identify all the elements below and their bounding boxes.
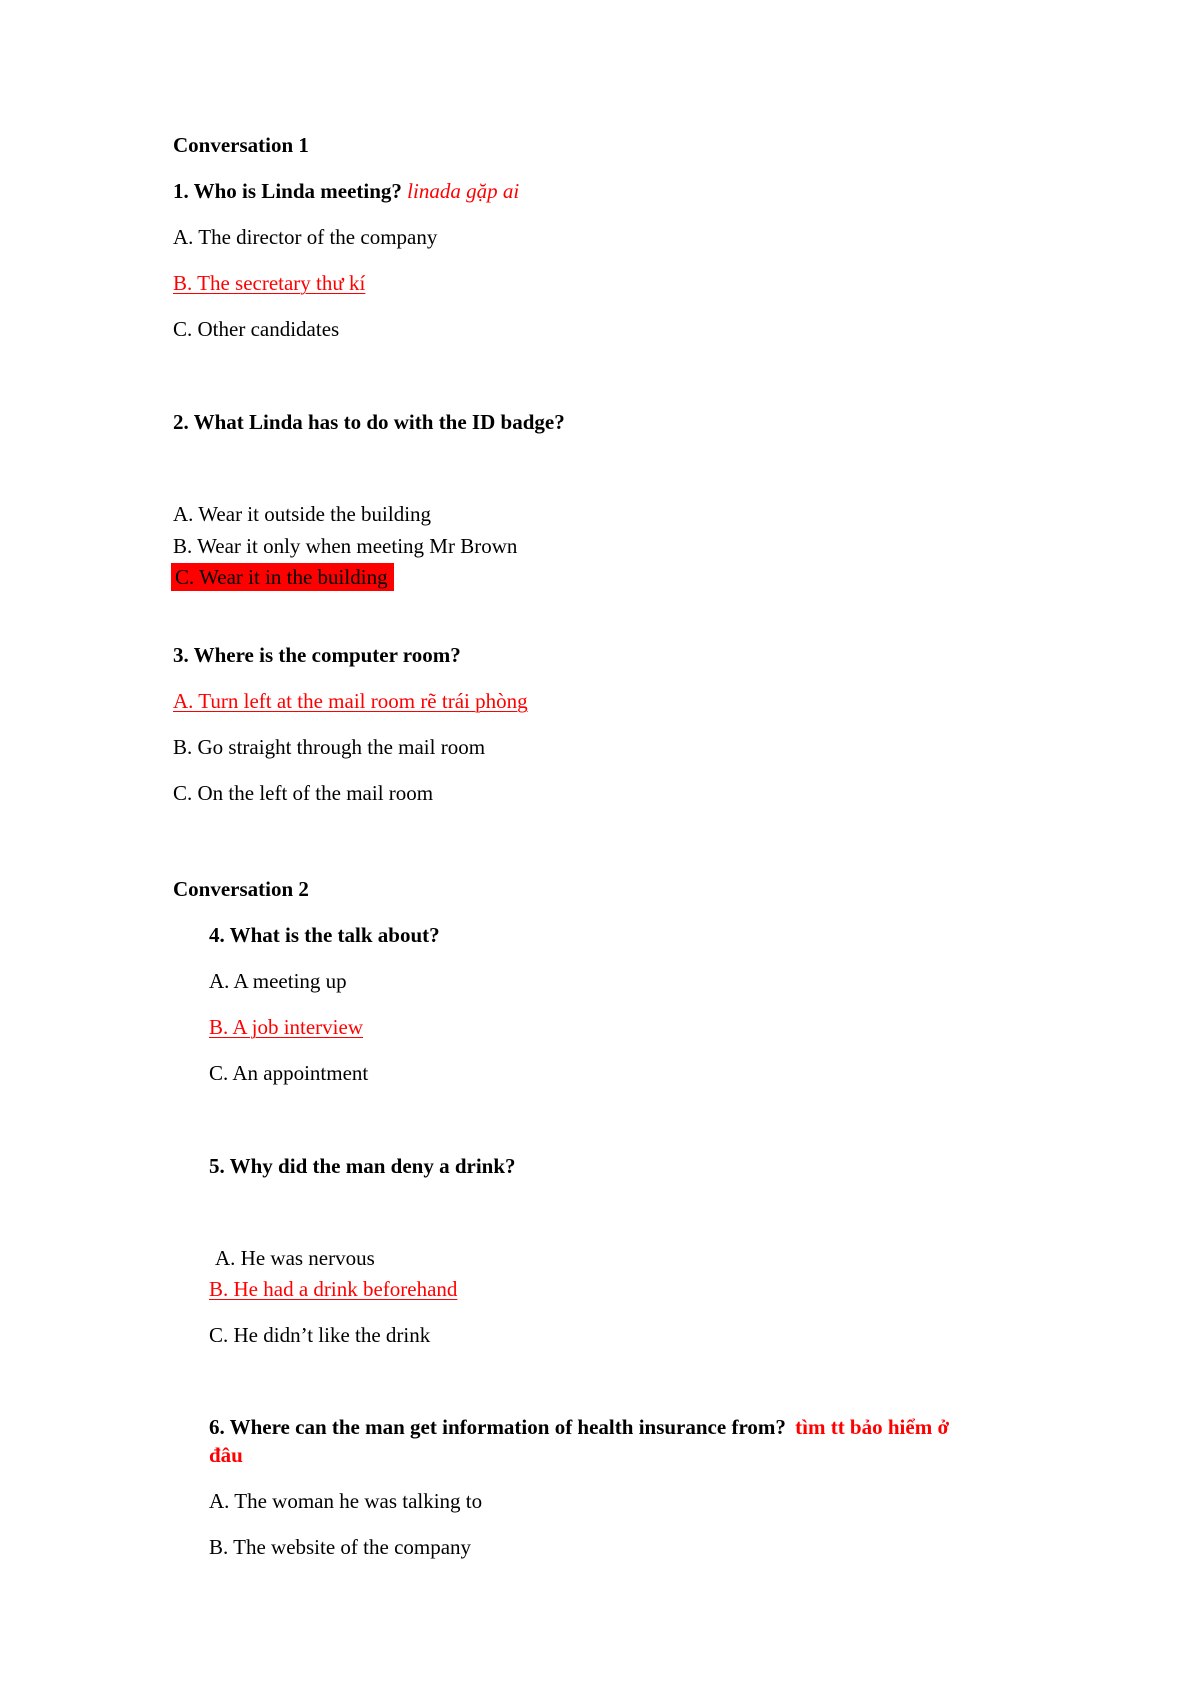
q5-option-c: C. He didn’t like the drink bbox=[209, 1323, 431, 1347]
question-5: 5. Why did the man deny a drink? bbox=[209, 1154, 516, 1178]
q5-option-a: A. He was nervous bbox=[215, 1246, 375, 1270]
q5-option-b-answer: B. He had a drink beforehand bbox=[209, 1277, 458, 1301]
question-2: 2. What Linda has to do with the ID badge? bbox=[173, 410, 565, 434]
q2-option-a: A. Wear it outside the building bbox=[173, 502, 432, 526]
q6-option-a: A. The woman he was talking to bbox=[209, 1489, 483, 1513]
q3-option-a-answer: A. Turn left at the mail room rẽ trái phòng bbox=[173, 689, 528, 713]
q1-option-c: C. Other candidates bbox=[173, 317, 340, 341]
question-4: 4. What is the talk about? bbox=[209, 923, 440, 947]
question-6-note: tìm tt bảo hiểm ở bbox=[795, 1415, 950, 1439]
question-6-text: 6. Where can the man get information of health insurance from? bbox=[209, 1415, 786, 1439]
q6-option-b: B. The website of the company bbox=[209, 1535, 472, 1559]
q4-option-b-answer: B. A job interview bbox=[209, 1015, 363, 1039]
q1-option-a: A. The director of the company bbox=[173, 225, 438, 249]
q1-option-b-answer: B. The secretary thư kí bbox=[173, 271, 366, 295]
conversation-1-heading: Conversation 1 bbox=[173, 133, 309, 157]
q2-option-c-answer bbox=[171, 563, 394, 591]
question-6 bbox=[209, 1414, 949, 1440]
question-1 bbox=[173, 178, 519, 204]
q3-option-b: B. Go straight through the mail room bbox=[173, 735, 486, 759]
question-6-note-continued: đâu bbox=[209, 1443, 243, 1467]
question-1-text: 1. Who is Linda meeting? bbox=[173, 179, 402, 203]
q4-option-a: A. A meeting up bbox=[209, 969, 347, 993]
q3-option-c: C. On the left of the mail room bbox=[173, 781, 434, 805]
q2-option-b: B. Wear it only when meeting Mr Brown bbox=[173, 534, 518, 558]
conversation-2-heading: Conversation 2 bbox=[173, 877, 309, 901]
q4-option-c: C. An appointment bbox=[209, 1061, 369, 1085]
question-1-note: linada gặp ai bbox=[407, 179, 520, 203]
question-3: 3. Where is the computer room? bbox=[173, 643, 461, 667]
q2-option-c-highlight: C. Wear it in the building bbox=[171, 563, 394, 591]
